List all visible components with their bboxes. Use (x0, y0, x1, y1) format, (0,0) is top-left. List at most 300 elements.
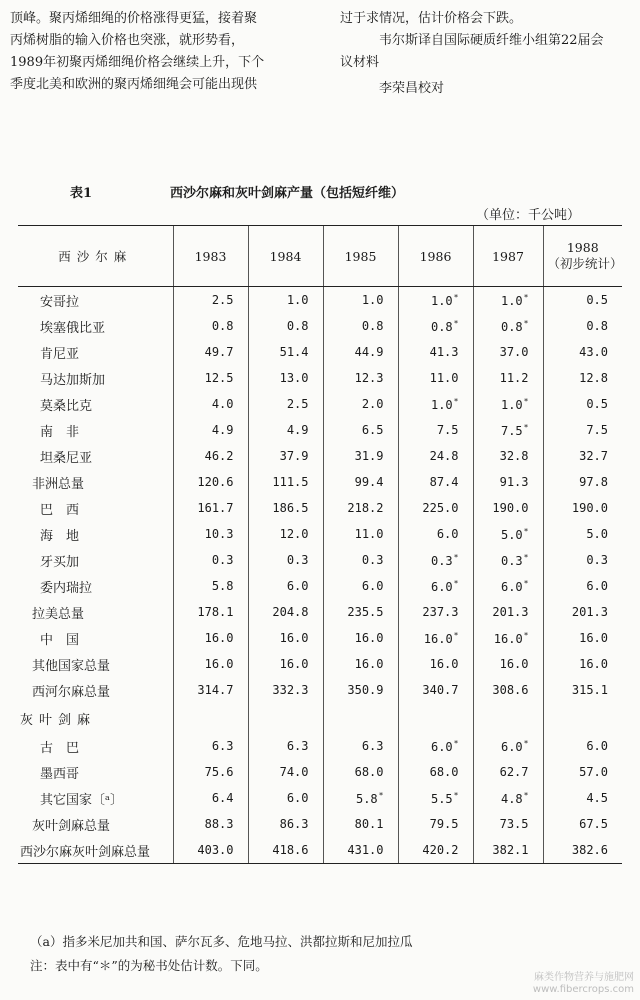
row-value: 7.5 (586, 423, 608, 437)
row-value: 12.5 (204, 371, 234, 385)
row-value: 315.1 (571, 683, 608, 697)
row-value-cell (173, 759, 248, 785)
row-value: 32.8 (499, 449, 529, 463)
row-value: 51.4 (279, 345, 309, 359)
row-value-cell (473, 733, 543, 759)
row-country-name: 其他国家总量 (32, 658, 111, 674)
row-value: 111.5 (272, 475, 309, 489)
estimate-marker: * (523, 738, 529, 748)
table-row (18, 521, 622, 547)
row-value-cell (398, 469, 473, 495)
row-value-cell (323, 811, 398, 837)
table-row (18, 469, 622, 495)
row-value: 41.3 (429, 345, 459, 359)
intro-line: 顶峰。聚丙烯细绳的价格涨得更猛，接着聚 (10, 11, 258, 26)
row-value-cell (473, 625, 543, 651)
row-value: 0.8 (286, 319, 309, 333)
intro-right-column (340, 8, 630, 100)
row-value: 10.3 (204, 527, 234, 541)
row-value-cell (543, 521, 622, 547)
row-value-cell (398, 339, 473, 365)
row-value: 6.0 (430, 739, 453, 754)
row-value-cell (543, 811, 622, 837)
row-value: 74.0 (279, 765, 309, 779)
row-value: 16.0 (579, 657, 608, 671)
row-value: 201.3 (571, 605, 608, 619)
row-value: 340.7 (422, 683, 459, 697)
header-sisal: 西沙尔麻 (18, 226, 173, 287)
row-value: 178.1 (197, 605, 234, 619)
row-value-cell (173, 677, 248, 703)
row-value-cell (173, 599, 248, 625)
row-value: 6.0 (286, 579, 309, 593)
row-country-name: 肯尼亚 (40, 346, 80, 362)
sisal-rows (18, 287, 622, 704)
row-value: 86.3 (279, 817, 309, 831)
intro-line: 丙烯树脂的输入价格也突涨，就形势看， (10, 33, 245, 48)
row-value-cell (473, 837, 543, 864)
row-country-name: 马达加斯加 (40, 372, 106, 388)
row-value: 12.8 (579, 371, 608, 385)
table-row (18, 573, 622, 599)
row-country-name: 非洲总量 (32, 476, 85, 492)
row-value: 87.4 (429, 475, 459, 489)
table-row (18, 313, 622, 339)
row-value-cell (248, 391, 323, 417)
row-country-name: 西河尔麻总量 (32, 684, 111, 700)
row-value-cell (173, 469, 248, 495)
row-value: 68.0 (354, 765, 384, 779)
row-value: 4.9 (286, 423, 309, 437)
row-value: 350.9 (347, 683, 384, 697)
row-value: 2.5 (211, 293, 234, 307)
row-value-cell (248, 495, 323, 521)
row-value-cell (173, 287, 248, 314)
row-value-cell (543, 365, 622, 391)
row-value-cell (398, 811, 473, 837)
table-row (18, 287, 622, 314)
row-value-cell (323, 837, 398, 864)
row-value: 44.9 (354, 345, 384, 359)
row-value: 1.0 (361, 293, 384, 307)
table-row (18, 365, 622, 391)
row-value: 6.0 (430, 579, 453, 594)
row-country-name: 其它国家〔ᵃ〕 (40, 792, 124, 808)
row-value-cell (323, 625, 398, 651)
row-value: 4.5 (586, 791, 608, 805)
row-value-cell (543, 837, 622, 864)
row-value-cell (173, 313, 248, 339)
row-country-name: 巴 西 (40, 502, 80, 518)
row-value: 186.5 (272, 501, 309, 515)
row-value: 6.5 (361, 423, 384, 437)
row-value: 0.3 (286, 553, 309, 567)
watermark-url: www.fibercrops.com (532, 984, 634, 995)
row-value: 16.0 (499, 657, 529, 671)
row-value: 382.6 (571, 843, 608, 857)
table-title: 西沙尔麻和灰叶剑麻产量（包括短纤维） (170, 186, 405, 201)
row-value-cell (473, 339, 543, 365)
row-value: 1.0 (500, 397, 523, 412)
row-value-cell (248, 469, 323, 495)
row-value-cell (398, 785, 473, 811)
table-row (18, 811, 622, 837)
row-value: 190.0 (571, 501, 608, 515)
row-value: 99.4 (354, 475, 384, 489)
footnote-a: （a）指多米尼加共和国、萨尔瓦多、危地马拉、洪都拉斯和尼加拉瓜 (30, 934, 413, 949)
row-country-name: 安哥拉 (40, 294, 80, 310)
row-value-cell (323, 443, 398, 469)
row-value: 0.8 (500, 319, 523, 334)
row-value: 16.0 (279, 657, 309, 671)
row-value-cell (543, 733, 622, 759)
row-value: 235.5 (347, 605, 384, 619)
row-value-cell (173, 547, 248, 573)
row-value-cell (473, 287, 543, 314)
row-value-cell (248, 547, 323, 573)
row-value: 5.0 (500, 527, 523, 542)
row-value: 16.0 (579, 631, 608, 645)
header-year-provisional (543, 226, 622, 287)
estimate-marker: * (378, 790, 384, 800)
row-value: 62.7 (499, 765, 529, 779)
row-value: 4.8 (500, 791, 523, 806)
row-value: 11.2 (499, 371, 529, 385)
row-value: 1.0 (430, 293, 453, 308)
row-value-cell (543, 339, 622, 365)
row-value-cell (248, 339, 323, 365)
row-country-name: 委内瑞拉 (40, 580, 93, 596)
row-value-cell (398, 521, 473, 547)
row-value-cell (543, 313, 622, 339)
row-value-cell (248, 599, 323, 625)
row-value: 79.5 (429, 817, 459, 831)
row-value-cell (398, 495, 473, 521)
row-value-cell (248, 417, 323, 443)
proofreader-credit: 李荣昌校对 (379, 81, 445, 96)
row-value-cell (543, 469, 622, 495)
row-value: 32.7 (579, 449, 608, 463)
row-value: 6.0 (361, 579, 384, 593)
row-value-cell (248, 521, 323, 547)
row-value-cell (473, 547, 543, 573)
row-value: 5.8 (355, 791, 378, 806)
row-value-cell (398, 573, 473, 599)
row-value-cell (323, 759, 398, 785)
row-value: 225.0 (422, 501, 459, 515)
table-row (18, 391, 622, 417)
row-value-cell (543, 651, 622, 677)
row-value-cell (323, 547, 398, 573)
row-value-cell (323, 365, 398, 391)
estimate-marker: * (453, 292, 459, 302)
row-value: 4.0 (211, 397, 234, 411)
row-value-cell (323, 785, 398, 811)
row-value-cell (398, 677, 473, 703)
row-value: 308.6 (492, 683, 529, 697)
row-value: 24.8 (429, 449, 459, 463)
row-value-cell (248, 365, 323, 391)
row-value-cell (473, 365, 543, 391)
row-value: 190.0 (492, 501, 529, 515)
row-value: 161.7 (197, 501, 234, 515)
header-year: 1986 (398, 226, 473, 287)
row-country-name: 拉美总量 (32, 606, 85, 622)
header-year: 1983 (173, 226, 248, 287)
row-value-cell (543, 495, 622, 521)
row-value-cell (543, 417, 622, 443)
row-value: 382.1 (492, 843, 529, 857)
row-value: 5.5 (430, 791, 453, 806)
estimate-marker: * (453, 738, 459, 748)
row-value: 0.3 (430, 553, 453, 568)
row-value-cell (173, 443, 248, 469)
table-row (18, 733, 622, 759)
site-watermark (533, 972, 634, 996)
row-value-cell (398, 599, 473, 625)
row-value: 75.6 (204, 765, 234, 779)
row-value: 88.3 (204, 817, 234, 831)
row-value-cell (323, 313, 398, 339)
table-row (18, 759, 622, 785)
row-value-cell (248, 759, 323, 785)
row-value-cell (398, 313, 473, 339)
row-value-cell (323, 391, 398, 417)
footnote-estimate: 注：表中有“＊”的为秘书处估计数。下同。 (30, 958, 268, 973)
header-provisional-note: （初步统计） (547, 256, 623, 271)
row-value-cell (473, 313, 543, 339)
agave-section (18, 703, 622, 733)
table-row (18, 339, 622, 365)
row-value-cell (173, 733, 248, 759)
row-value-cell (543, 391, 622, 417)
row-value: 37.9 (279, 449, 309, 463)
row-country-name: 莫桑比克 (40, 398, 93, 414)
table-row (18, 443, 622, 469)
row-country-name: 西沙尔麻灰叶剑麻总量 (18, 837, 173, 864)
row-value-cell (173, 785, 248, 811)
estimate-marker: * (523, 318, 529, 328)
row-value-cell (173, 521, 248, 547)
row-value-cell (323, 339, 398, 365)
row-value: 218.2 (347, 501, 384, 515)
row-value: 0.8 (586, 319, 608, 333)
estimate-marker: * (523, 552, 529, 562)
table-row (18, 785, 622, 811)
row-value-cell (398, 733, 473, 759)
row-value-cell (248, 785, 323, 811)
row-value: 0.3 (361, 553, 384, 567)
row-value-cell (473, 417, 543, 443)
row-value: 97.8 (579, 475, 608, 489)
row-value-cell (173, 339, 248, 365)
table-row (18, 625, 622, 651)
row-value-cell (473, 759, 543, 785)
row-value-cell (543, 599, 622, 625)
row-value: 68.0 (429, 765, 459, 779)
row-country-name: 古 巴 (40, 740, 80, 756)
row-value: 43.0 (579, 345, 608, 359)
row-value-cell (323, 495, 398, 521)
row-value-cell (473, 599, 543, 625)
table-row (18, 547, 622, 573)
row-value-cell (248, 837, 323, 864)
table-notes (30, 930, 630, 978)
row-value: 7.5 (500, 423, 523, 438)
row-value: 4.9 (211, 423, 234, 437)
row-value-cell (473, 573, 543, 599)
header-year: 1985 (323, 226, 398, 287)
row-country-name: 墨西哥 (40, 766, 80, 782)
row-value: 332.3 (272, 683, 309, 697)
row-value: 0.3 (211, 553, 234, 567)
row-value-cell (173, 573, 248, 599)
estimate-marker: * (523, 526, 529, 536)
row-value: 80.1 (354, 817, 384, 831)
row-value-cell (323, 469, 398, 495)
row-value: 1.0 (500, 293, 523, 308)
row-value: 403.0 (197, 843, 234, 857)
row-value: 6.3 (361, 739, 384, 753)
row-value: 16.0 (204, 631, 234, 645)
table-row (18, 837, 622, 864)
row-value-cell (473, 443, 543, 469)
row-value-cell (248, 287, 323, 314)
estimate-marker: * (453, 318, 459, 328)
table-header-row (18, 226, 622, 287)
row-value: 6.0 (436, 527, 459, 541)
row-value-cell (248, 573, 323, 599)
row-value: 37.0 (499, 345, 529, 359)
row-country-name: 海 地 (40, 528, 80, 544)
row-value-cell (398, 391, 473, 417)
header-year: 1987 (473, 226, 543, 287)
row-value: 13.0 (279, 371, 309, 385)
row-value-cell (323, 733, 398, 759)
row-value: 2.5 (286, 397, 309, 411)
row-value-cell (398, 287, 473, 314)
row-value: 0.5 (586, 293, 608, 307)
intro-left-column (10, 8, 315, 96)
henequen-rows (18, 733, 622, 864)
row-value: 0.3 (586, 553, 608, 567)
estimate-marker: * (453, 396, 459, 406)
intro-line: 1989年初聚丙烯细绳价格会继续上升，下个 (10, 55, 265, 70)
intro-line: 季度北美和欧洲的聚丙烯细绳会可能出现供 (10, 77, 258, 92)
row-value: 73.5 (499, 817, 529, 831)
table-heading (0, 182, 640, 202)
row-value: 16.0 (279, 631, 309, 645)
row-value-cell (248, 443, 323, 469)
row-value-cell (248, 651, 323, 677)
row-value: 11.0 (354, 527, 384, 541)
row-country-name: 中 国 (40, 632, 80, 648)
table-unit: （单位：千公吨） (476, 208, 581, 223)
section-label-henequen: 灰叶剑麻 (20, 712, 97, 728)
row-value-cell (543, 287, 622, 314)
row-value-cell (398, 443, 473, 469)
row-value: 420.2 (422, 843, 459, 857)
estimate-marker: * (453, 790, 459, 800)
row-value: 0.8 (430, 319, 453, 334)
row-value-cell (248, 313, 323, 339)
row-value: 7.5 (436, 423, 459, 437)
estimate-marker: * (453, 552, 459, 562)
translator-credit: 韦尔斯译自国际硬质纤维小组第22届会 (379, 33, 604, 48)
row-value-cell (543, 443, 622, 469)
row-value-cell (248, 625, 323, 651)
row-value: 46.2 (204, 449, 234, 463)
row-value: 12.0 (279, 527, 309, 541)
row-value-cell (173, 811, 248, 837)
table-row (18, 651, 622, 677)
row-value-cell (173, 365, 248, 391)
row-value-cell (473, 785, 543, 811)
row-value: 16.0 (423, 631, 453, 646)
header-year: 1984 (248, 226, 323, 287)
row-value-cell (173, 837, 248, 864)
watermark-line: 麻类作物营养与施肥网 (534, 972, 634, 983)
row-country-name: 坦桑尼亚 (40, 450, 93, 466)
row-value: 201.3 (492, 605, 529, 619)
row-value: 16.0 (493, 631, 523, 646)
row-value: 5.0 (586, 527, 608, 541)
row-value: 6.0 (586, 579, 608, 593)
table-row (18, 599, 622, 625)
row-value: 6.0 (586, 739, 608, 753)
section-row (18, 703, 622, 733)
translator-credit-cont: 议材料 (340, 55, 380, 70)
row-value: 1.0 (430, 397, 453, 412)
row-value-cell (248, 677, 323, 703)
estimate-marker: * (523, 790, 529, 800)
row-value-cell (398, 759, 473, 785)
row-value: 0.8 (211, 319, 234, 333)
row-value: 6.3 (286, 739, 309, 753)
row-value: 12.3 (354, 371, 384, 385)
row-value-cell (248, 733, 323, 759)
row-value-cell (323, 651, 398, 677)
table-row (18, 417, 622, 443)
row-value: 6.0 (286, 791, 309, 805)
row-value: 91.3 (499, 475, 529, 489)
row-value-cell (248, 811, 323, 837)
intro-text (10, 8, 630, 128)
row-country-name: 灰叶剑麻总量 (32, 818, 111, 834)
header-year-1988: 1988 (566, 240, 599, 255)
estimate-marker: * (523, 630, 529, 640)
row-value-cell (323, 287, 398, 314)
row-value: 431.0 (347, 843, 384, 857)
table-number: 表1 (70, 186, 93, 201)
row-value: 204.8 (272, 605, 309, 619)
row-value: 0.8 (361, 319, 384, 333)
row-value-cell (398, 547, 473, 573)
row-value-cell (473, 391, 543, 417)
row-country-name: 牙买加 (40, 554, 80, 570)
row-value-cell (473, 811, 543, 837)
row-value-cell (398, 837, 473, 864)
row-value: 16.0 (354, 631, 384, 645)
row-value-cell (323, 417, 398, 443)
estimate-marker: * (523, 422, 529, 432)
row-value: 1.0 (286, 293, 309, 307)
row-value: 0.3 (500, 553, 523, 568)
estimate-marker: * (523, 292, 529, 302)
estimate-marker: * (523, 396, 529, 406)
table-row (18, 495, 622, 521)
table-row (18, 677, 622, 703)
